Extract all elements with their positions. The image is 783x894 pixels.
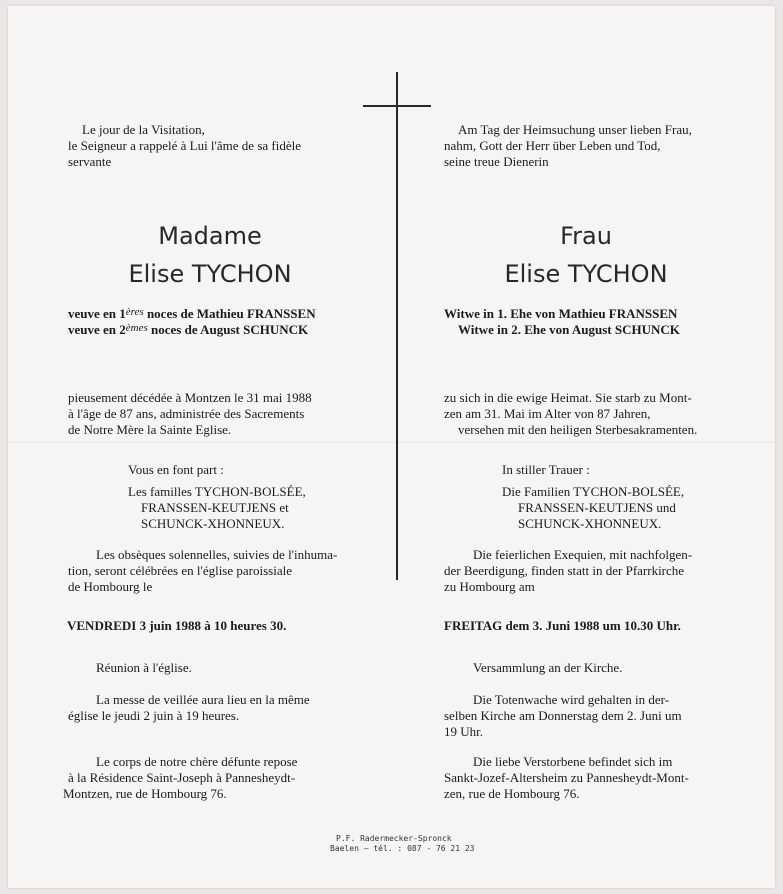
right-funeral-1: Die feierlichen Exequien, mit nachfolgen- <box>473 547 693 562</box>
right-body-2: Sankt-Jozef-Altersheim zu Pannesheydt-Mont- <box>444 770 689 785</box>
left-vigil-2: église le jeudi 2 juin à 19 heures. <box>68 708 240 723</box>
right-intro-3: seine treue Dienerin <box>444 154 549 169</box>
left-body-2: à la Résidence Saint-Joseph à Pannesheydt- <box>68 770 296 785</box>
right-family-1: Die Familien TYCHON-BOLSÉE, <box>502 484 685 499</box>
footer-undertaker: P.F. Radermecker-Spronck <box>336 834 452 843</box>
right-death-3: versehen mit den heiligen Sterbesakramenten. <box>458 422 698 437</box>
right-funeral-2: der Beerdigung, finden statt in der Pfarrkirche <box>444 563 685 578</box>
left-funeral-1: Les obsèques solennelles, suivies de l'inhuma- <box>96 547 338 562</box>
left-intro-1: Le jour de la Visitation, <box>82 122 205 137</box>
left-death-3: de Notre Mère la Sainte Eglise. <box>68 422 232 437</box>
right-intro-1: Am Tag der Heimsuchung unser lieben Frau, <box>458 122 692 137</box>
right-death-1: zu sich in die ewige Heimat. Sie starb zu Mont- <box>444 390 692 405</box>
fold-line <box>8 442 775 443</box>
left-death-2: à l'âge de 87 ans, administrée des Sacrements <box>68 406 305 421</box>
right-vigil-3: 19 Uhr. <box>444 724 483 739</box>
right-vigil-1: Die Totenwache wird gehalten in der- <box>473 692 670 707</box>
left-title: Madame <box>158 222 262 250</box>
left-widow-1-b: noces de Mathieu FRANSSEN <box>143 306 316 321</box>
left-death-1: pieusement décédée à Montzen le 31 mai 1988 <box>68 390 312 405</box>
right-name: Elise TYCHON <box>504 260 668 288</box>
left-announce: Vous en font part : <box>128 462 224 477</box>
left-widow-2 <box>68 322 308 338</box>
right-title: Frau <box>560 222 612 250</box>
right-date: FREITAG dem 3. Juni 1988 um 10.30 Uhr. <box>444 618 681 633</box>
right-death-2: zen am 31. Mai im Alter von 87 Jahren, <box>444 406 651 421</box>
left-family-1: Les familles TYCHON-BOLSÉE, <box>128 484 306 499</box>
right-body-1: Die liebe Verstorbene befindet sich im <box>473 754 673 769</box>
right-body-3: zen, rue de Hombourg 76. <box>444 786 580 801</box>
left-intro-3: servante <box>68 154 112 169</box>
left-widow-1-sup: ères <box>125 306 144 318</box>
right-family-2: FRANSSEN-KEUTJENS und <box>518 500 676 515</box>
left-intro-2: le Seigneur a rappelé à Lui l'âme de sa fidèle <box>68 138 301 153</box>
left-widow-1-a: veuve en 1 <box>68 306 126 321</box>
right-funeral-3: zu Hombourg am <box>444 579 535 594</box>
left-family-3: SCHUNCK-XHONNEUX. <box>141 516 285 531</box>
right-intro-2: nahm, Gott der Herr über Leben und Tod, <box>444 138 661 153</box>
footer-contact: Baelen — tél. : 087 - 76 21 23 <box>330 844 475 853</box>
left-funeral-3: de Hombourg le <box>68 579 153 594</box>
left-widow-1 <box>68 306 316 322</box>
left-body-1: Le corps de notre chère défunte repose <box>96 754 298 769</box>
left-name: Elise TYCHON <box>128 260 292 288</box>
left-vigil-1: La messe de veillée aura lieu en la même <box>96 692 310 707</box>
right-family-3: SCHUNCK-XHONNEUX. <box>518 516 662 531</box>
death-notice-page <box>8 6 775 888</box>
right-widow-2: Witwe in 2. Ehe von August SCHUNCK <box>458 322 680 337</box>
left-widow-2-a: veuve en 2 <box>68 322 126 337</box>
left-family-2: FRANSSEN-KEUTJENS et <box>141 500 289 515</box>
left-date: VENDREDI 3 juin 1988 à 10 heures 30. <box>67 618 287 633</box>
right-meeting: Versammlung an der Kirche. <box>473 660 623 675</box>
cross-bar <box>363 105 431 107</box>
left-body-3: Montzen, rue de Hombourg 76. <box>63 786 227 801</box>
right-vigil-2: selben Kirche am Donnerstag dem 2. Juni um <box>444 708 682 723</box>
left-meeting: Réunion à l'église. <box>96 660 192 675</box>
right-announce: In stiller Trauer : <box>502 462 590 477</box>
left-widow-2-sup: èmes <box>125 322 148 334</box>
left-widow-2-b: noces de August SCHUNCK <box>147 322 309 337</box>
right-widow-1: Witwe in 1. Ehe von Mathieu FRANSSEN <box>444 306 678 321</box>
left-funeral-2: tion, seront célébrées en l'église paroissiale <box>68 563 292 578</box>
cross-icon <box>396 72 398 580</box>
